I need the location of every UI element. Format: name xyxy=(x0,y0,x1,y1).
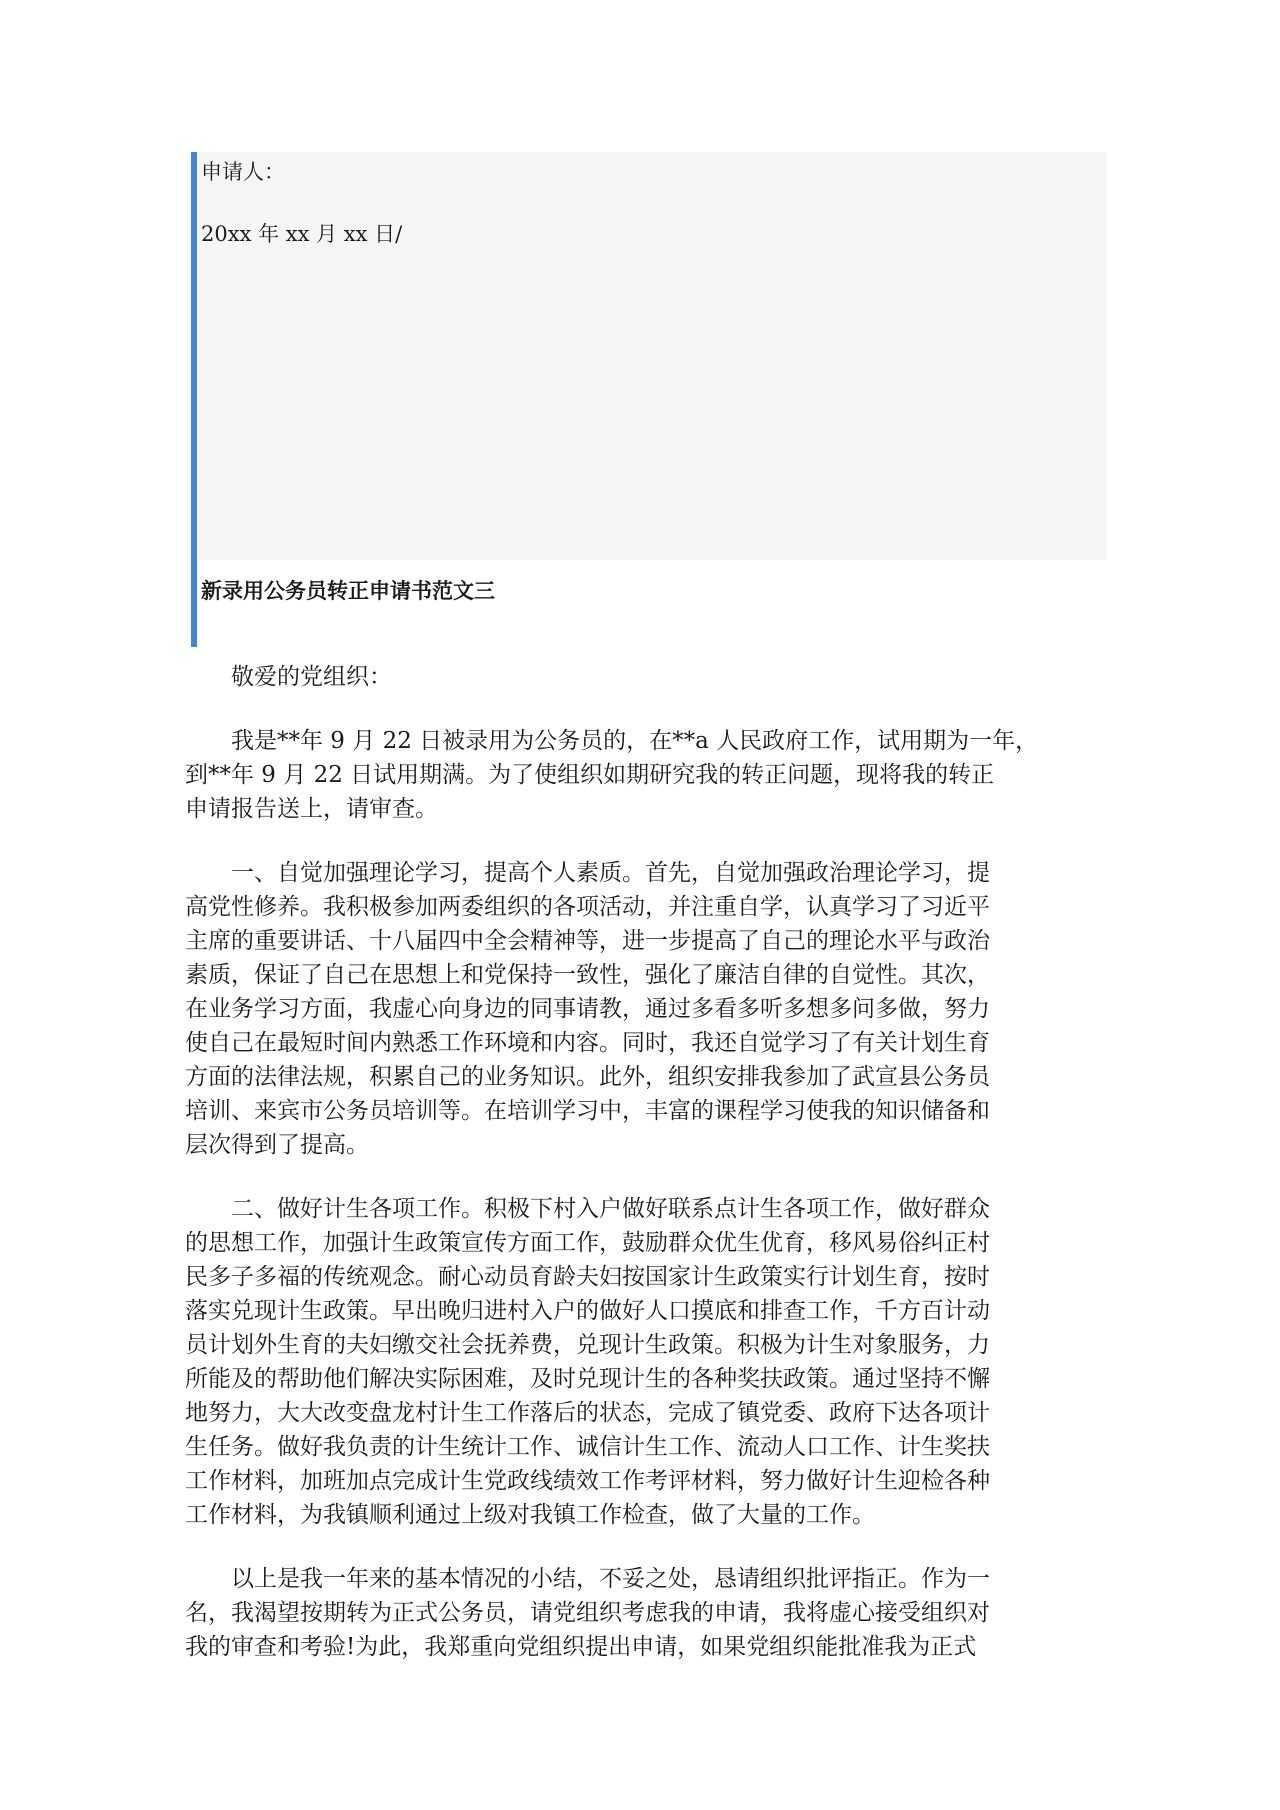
paragraph-line: 敬爱的党组织： xyxy=(185,664,392,690)
paragraph-line: 工作材料，加班加点完成计生党政线绩效工作考评材料，努力做好计生迎检各种 xyxy=(185,1468,990,1494)
paragraph-line: 的思想工作，加强计生政策宣传方面工作，鼓励群众优生优育，移风易俗纠正村 xyxy=(185,1230,990,1256)
section-heading: 新录用公务员转正申请书范文三 xyxy=(201,579,495,603)
paragraph-line: 在业务学习方面，我虚心向身边的同事请教，通过多看多听多想多问多做，努力 xyxy=(185,996,990,1022)
paragraph-line: 到**年 9 月 22 日试用期满。为了使组织如期研究我的转正问题，现将我的转正 xyxy=(185,762,995,788)
applicant-label: 申请人： xyxy=(201,160,285,184)
quote-box xyxy=(197,152,1107,560)
paragraph xyxy=(185,724,1105,826)
paragraph xyxy=(185,1192,1105,1532)
paragraph-line: 主席的重要讲话、十八届四中全会精神等，进一步提高了自己的理论水平与政治 xyxy=(185,928,990,954)
paragraph-line: 方面的法律法规，积累自己的业务知识。此外，组织安排我参加了武宣县公务员 xyxy=(185,1064,990,1090)
paragraph-line: 落实兑现计生政策。早出晚归进村入户的做好人口摸底和排查工作，千方百计动 xyxy=(185,1298,990,1324)
paragraph xyxy=(185,660,1105,694)
paragraph-line: 一、自觉加强理论学习，提高个人素质。首先，自觉加强政治理论学习，提 xyxy=(185,860,990,886)
paragraph-line: 所能及的帮助他们解决实际困难，及时兑现计生的各种奖扶政策。通过坚持不懈 xyxy=(185,1366,990,1392)
paragraph-line: 申请报告送上，请审查。 xyxy=(185,796,438,822)
paragraph-line: 培训、来宾市公务员培训等。在培训学习中，丰富的课程学习使我的知识储备和 xyxy=(185,1098,990,1124)
paragraph xyxy=(185,856,1105,1162)
paragraph-line: 工作材料，为我镇顺利通过上级对我镇工作检查，做了大量的工作。 xyxy=(185,1502,875,1528)
paragraph-line: 高党性修养。我积极参加两委组织的各项活动，并注重自学，认真学习了习近平 xyxy=(185,894,990,920)
paragraph-line: 员计划外生育的夫妇缴交社会抚养费，兑现计生政策。积极为计生对象服务，力 xyxy=(185,1332,990,1358)
paragraph-line: 名，我渴望按期转为正式公务员，请党组织考虑我的申请，我将虚心接受组织对 xyxy=(185,1600,990,1626)
paragraph-line: 我是**年 9 月 22 日被录用为公务员的，在**a 人民政府工作，试用期为一年， xyxy=(185,728,1039,754)
paragraph-line: 使自己在最短时间内熟悉工作环境和内容。同时，我还自觉学习了有关计划生育 xyxy=(185,1030,990,1056)
date-line: 20xx 年 xx 月 xx 日/ xyxy=(201,222,403,246)
paragraph xyxy=(185,1562,1105,1664)
paragraph-line: 民多子多福的传统观念。耐心动员育龄夫妇按国家计生政策实行计划生育，按时 xyxy=(185,1264,990,1290)
paragraph-line: 生任务。做好我负责的计生统计工作、诚信计生工作、流动人口工作、计生奖扶 xyxy=(185,1434,990,1460)
paragraph-line: 我的审查和考验!为此，我郑重向党组织提出申请，如果党组织能批准我为正式 xyxy=(185,1634,977,1660)
paragraph-line: 二、做好计生各项工作。积极下村入户做好联系点计生各项工作，做好群众 xyxy=(185,1196,990,1222)
paragraph-line: 层次得到了提高。 xyxy=(185,1132,369,1158)
paragraph-line: 以上是我一年来的基本情况的小结，不妥之处，恳请组织批评指正。作为一 xyxy=(185,1566,990,1592)
paragraph-line: 素质，保证了自己在思想上和党保持一致性，强化了廉洁自律的自觉性。其次， xyxy=(185,962,990,988)
letter-body xyxy=(185,660,1105,1694)
paragraph-line: 地努力，大大改变盘龙村计生工作落后的状态，完成了镇党委、政府下达各项计 xyxy=(185,1400,990,1426)
